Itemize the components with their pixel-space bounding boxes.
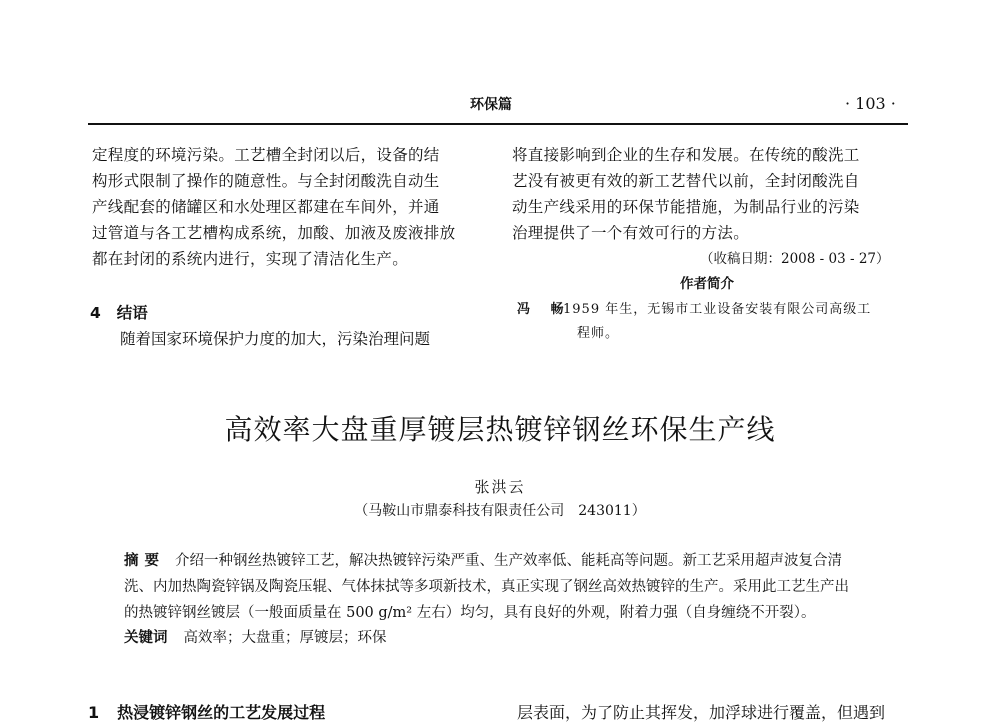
conclusion-heading [90, 301, 148, 323]
right-column-line: 艺没有被更有效的新工艺替代以前，全封闭酸洗自 [512, 172, 860, 190]
author-bio-name: 冯 畅 [517, 302, 572, 317]
left-column [92, 142, 492, 272]
right-column-line: 动生产线采用的环保节能措施，为制品行业的污染 [512, 198, 860, 216]
left-column-line: 定程度的环境污染。工艺槽全封闭以后，设备的结 [92, 146, 440, 164]
left-column-line: 产线配套的储罐区和水处理区都建在车间外，并通 [92, 198, 440, 216]
right-column-line: 将直接影响到企业的生存和发展。在传统的酸洗工 [512, 146, 860, 164]
section-title: 结语 [116, 304, 148, 322]
right-column [512, 142, 912, 246]
article-affiliation: （马鞍山市鼎泰科技有限责任公司 243011） [354, 503, 646, 519]
conclusion-paragraph: 随着国家环境保护力度的加大，污染治理问题 [120, 330, 431, 348]
abstract-label: 摘要 [124, 553, 165, 569]
abstract-text: 介绍一种钢丝热镀锌工艺，解决热镀锌污染严重、生产效率低、能耗高等问题。新工艺采用超声波复合清 [175, 553, 842, 569]
article-author: 张洪云 [474, 478, 526, 496]
author-bio-text: 1959 年生，无锡市工业设备安装有限公司高级工 [563, 302, 872, 317]
page-number: · 103 · [845, 94, 896, 113]
abstract-line: 的热镀锌钢丝镀层（一般面质量在 500 g/m² 左右）均匀，具有良好的外观，附着力强（自身缠绕不开裂）。 [124, 605, 816, 621]
received-date: （收稿日期：2008 - 03 - 27） [700, 251, 890, 267]
section-number: 4 [90, 304, 101, 322]
next-section-title: 热浸镀锌钢丝的工艺发展过程 [117, 703, 326, 722]
abstract [124, 548, 849, 626]
article-title: 高效率大盘重厚镀层热镀锌钢丝环保生产线 [224, 413, 776, 446]
keywords [124, 626, 387, 647]
abstract-line: 洗、内加热陶瓷锌锅及陶瓷压辊、气体抹拭等多项新技术，真正实现了钢丝高效热镀锌的生产。采用此工艺生产出 [124, 579, 849, 595]
next-section-number: 1 [88, 703, 100, 722]
author-bio-heading: 作者简介 [680, 276, 734, 292]
keywords-label: 关键词 [124, 630, 168, 646]
running-header-title: 环保篇 [470, 97, 512, 113]
abstract-line [124, 548, 849, 574]
author-bio-text-continued: 程师。 [577, 326, 620, 341]
next-right-column-text: 层表面，为了防止其挥发，加浮球进行覆盖，但遇到 [517, 703, 886, 722]
header-rule [88, 123, 908, 125]
left-column-line: 过管道与各工艺槽构成系统，加酸、加液及废液排放 [92, 224, 456, 242]
keywords-text: 高效率；大盘重；厚镀层；环保 [183, 630, 387, 646]
right-column-line: 治理提供了一个有效可行的方法。 [512, 224, 750, 242]
left-column-line: 都在封闭的系统内进行，实现了清洁化生产。 [92, 250, 409, 268]
left-column-line: 构形式限制了操作的随意性。与全封闭酸洗自动生 [92, 172, 440, 190]
